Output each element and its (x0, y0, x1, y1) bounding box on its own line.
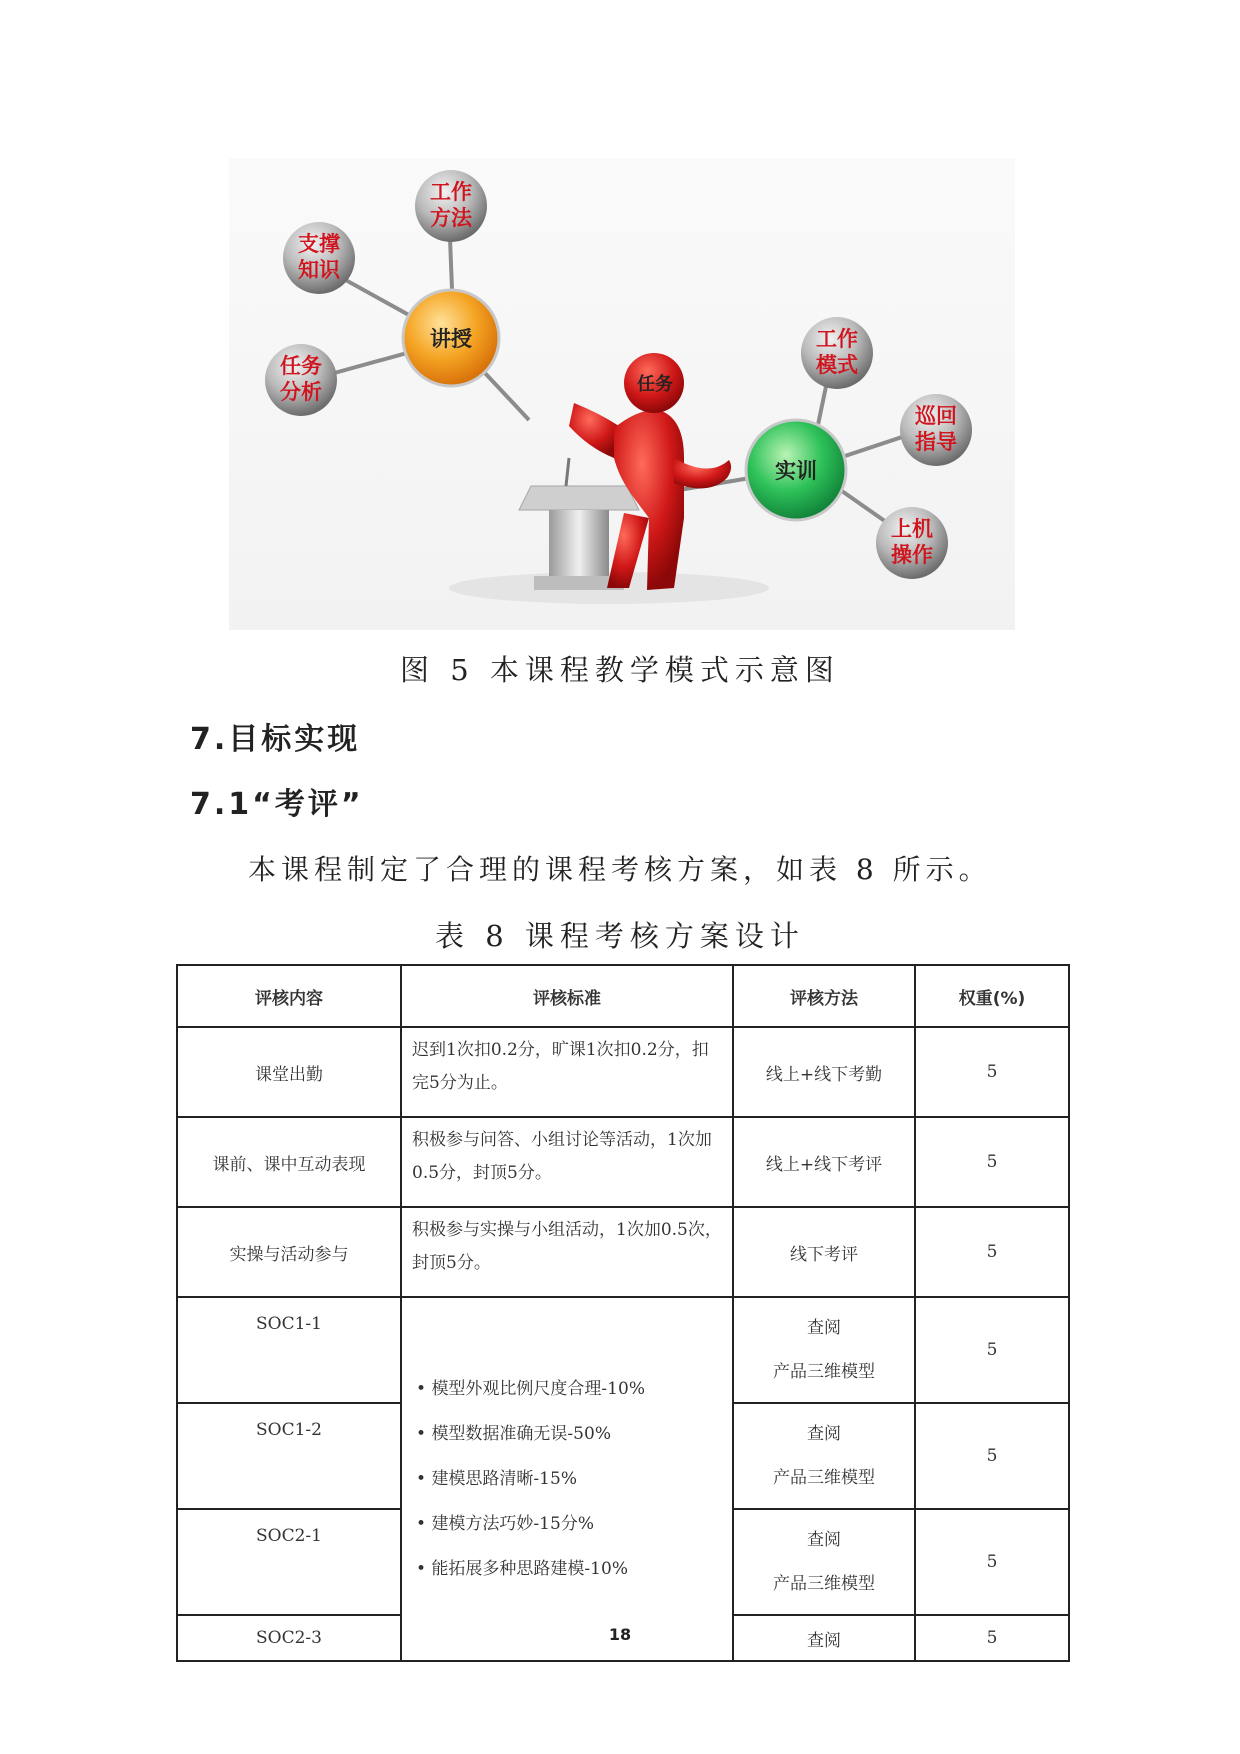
table-row (177, 1027, 1069, 1117)
row-standard: 积极参与问答、小组讨论等活动，1次加0.5分，封顶5分。 (401, 1117, 733, 1207)
row-method: 线下考评 (733, 1207, 915, 1297)
row-standard: 积极参与实操与小组活动，1次加0.5次，封顶5分。 (401, 1207, 733, 1297)
support-knowledge-bubble (283, 222, 355, 294)
row-content: 课前、课中互动表现 (177, 1117, 401, 1207)
task-label: 任务 (637, 374, 673, 395)
criteria-list (416, 1367, 732, 1592)
row-weight: 5 (915, 1403, 1069, 1509)
method-line1: 查阅 (807, 1424, 841, 1444)
method-line1: 查阅 (807, 1530, 841, 1550)
row-method (733, 1509, 915, 1615)
work-method-bubble (415, 170, 487, 242)
work-method-line2: 方法 (430, 206, 472, 230)
patrol-guide-line2: 指导 (915, 430, 957, 454)
page-number: 18 (608, 1625, 632, 1644)
criteria-item: • 能拓展多种思路建模-10% (416, 1547, 732, 1592)
teaching-mode-figure (229, 158, 1015, 630)
task-analysis-line1: 任务 (280, 354, 322, 378)
row-method (733, 1297, 915, 1403)
method-line2: 产品三维模型 (773, 1574, 875, 1594)
method-line2: 产品三维模型 (773, 1468, 875, 1488)
task-analysis-line2: 分析 (280, 380, 322, 404)
computer-operation-line2: 操作 (891, 543, 933, 567)
table-row (177, 1207, 1069, 1297)
support-knowledge-line1: 支撑 (298, 232, 340, 256)
row-content: 实操与活动参与 (177, 1207, 401, 1297)
row-standard: 迟到1次扣0.2分，旷课1次扣0.2分，扣完5分为止。 (401, 1027, 733, 1117)
row-method (733, 1403, 915, 1509)
work-mode-line2: 模式 (816, 353, 858, 377)
teach-label: 讲授 (430, 327, 472, 351)
body-paragraph: 本课程制定了合理的课程考核方案，如表 8 所示。 (248, 853, 992, 886)
header-content: 评核内容 (177, 965, 401, 1027)
criteria-item: • 建模思路清晰-15% (416, 1457, 732, 1502)
row-weight: 5 (915, 1027, 1069, 1117)
work-mode-line1: 工作 (816, 327, 858, 351)
row-method: 查阅 (733, 1615, 915, 1661)
row-weight: 5 (915, 1297, 1069, 1403)
section-heading: 7.目标实现 (190, 722, 361, 757)
header-weight: 权重(%) (915, 965, 1069, 1027)
method-line1: 查阅 (807, 1318, 841, 1338)
row-content: 课堂出勤 (177, 1027, 401, 1117)
practice-label: 实训 (775, 459, 817, 483)
table-row (177, 1117, 1069, 1207)
row-content: SOC1-1 (177, 1297, 401, 1403)
teaching-mode-diagram (229, 158, 1015, 630)
figure-caption: 图 5 本课程教学模式示意图 (400, 653, 840, 687)
row-content: SOC1-2 (177, 1403, 401, 1509)
task-analysis-bubble (265, 344, 337, 416)
row-method: 线上+线下考评 (733, 1117, 915, 1207)
subsection-heading: 7.1“考评” (190, 787, 364, 822)
row-weight: 5 (915, 1615, 1069, 1661)
row-content: SOC2-3 (177, 1615, 401, 1661)
table-caption: 表 8 课程考核方案设计 (435, 919, 805, 953)
work-mode-bubble (801, 317, 873, 389)
header-standard: 评核标准 (401, 965, 733, 1027)
row-content: SOC2-1 (177, 1509, 401, 1615)
header-method: 评核方法 (733, 965, 915, 1027)
row-weight: 5 (915, 1207, 1069, 1297)
row-method: 线上+线下考勤 (733, 1027, 915, 1117)
computer-operation-line1: 上机 (891, 517, 933, 541)
teach-bubble (403, 290, 499, 386)
patrol-guide-bubble (900, 394, 972, 466)
table-row (177, 1297, 1069, 1403)
patrol-guide-line1: 巡回 (915, 404, 957, 428)
criteria-item: • 模型数据准确无误-50% (416, 1412, 732, 1457)
assessment-table (176, 964, 1070, 1662)
criteria-item: • 模型外观比例尺度合理-10% (416, 1367, 732, 1412)
criteria-cell (401, 1297, 733, 1661)
row-weight: 5 (915, 1117, 1069, 1207)
row-weight: 5 (915, 1509, 1069, 1615)
work-method-line1: 工作 (430, 180, 472, 204)
criteria-item: • 建模方法巧妙-15分% (416, 1502, 732, 1547)
method-line2: 产品三维模型 (773, 1362, 875, 1382)
practice-bubble (746, 420, 846, 520)
table-header-row (177, 965, 1069, 1027)
computer-operation-bubble (876, 507, 948, 579)
support-knowledge-line2: 知识 (298, 258, 340, 282)
